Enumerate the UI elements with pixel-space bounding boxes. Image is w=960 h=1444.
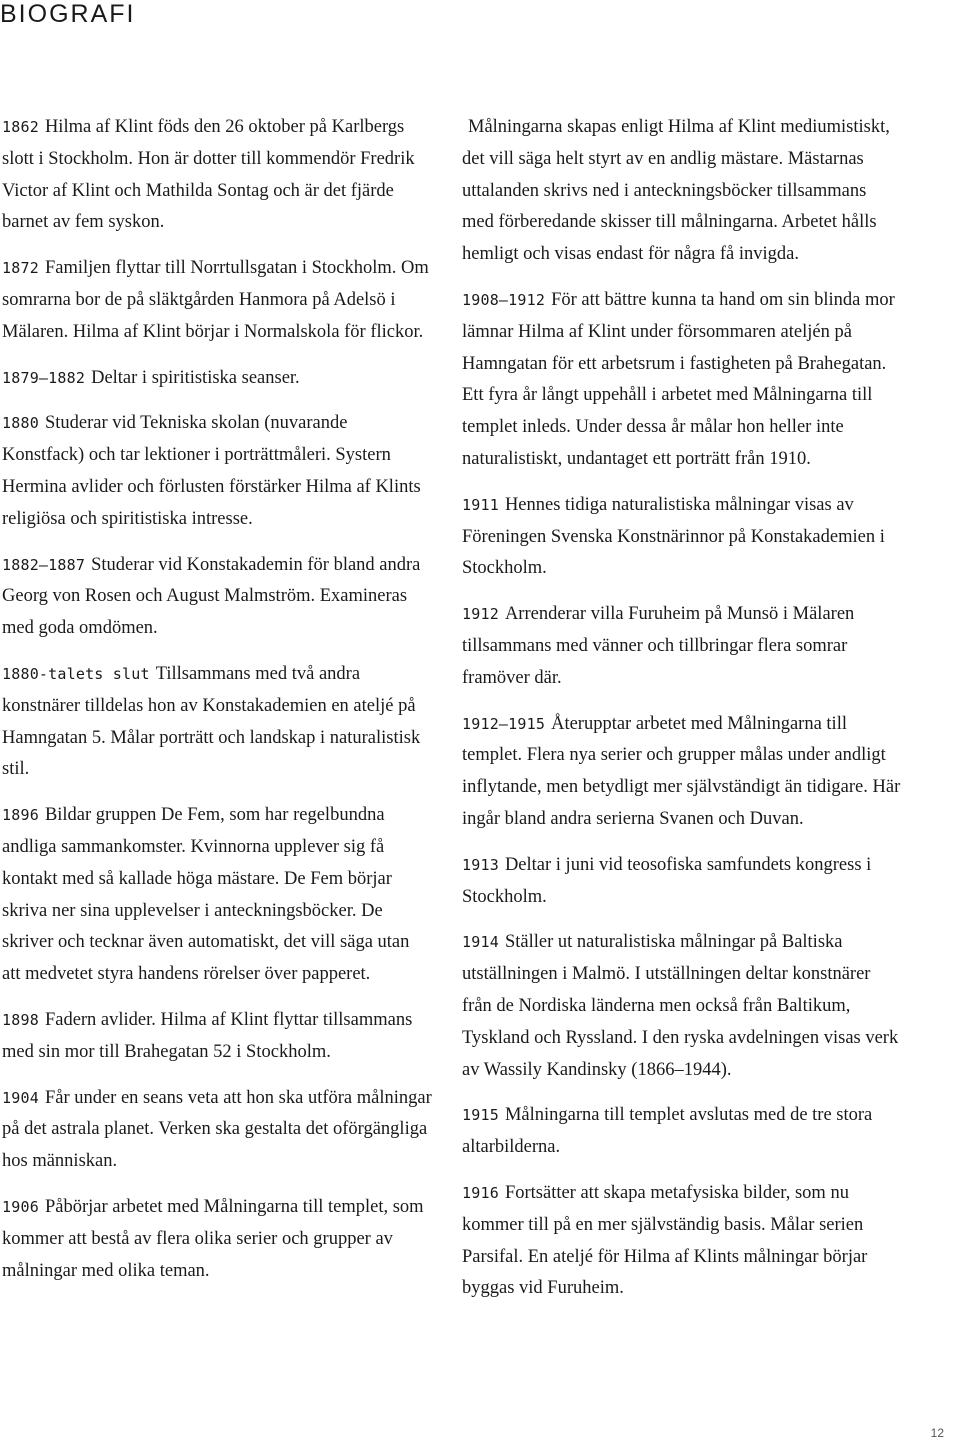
- page-number: 12: [930, 1426, 944, 1440]
- entry-year: 1911: [462, 495, 499, 514]
- entry-year: 1880-talets slut: [2, 664, 150, 683]
- timeline-entry: [2, 550, 432, 645]
- entry-year: 1912: [462, 605, 499, 624]
- entry-year: 1879–1882: [2, 368, 86, 387]
- timeline-entry: [2, 1192, 432, 1287]
- timeline-entry: [462, 927, 902, 1086]
- page-title: BIOGRAFI: [0, 0, 136, 28]
- entry-text: Deltar i spiritistiska seanser.: [91, 367, 300, 388]
- timeline-entry: [2, 408, 432, 535]
- entry-year: 1915: [462, 1106, 499, 1125]
- timeline-entry: [2, 253, 432, 348]
- timeline-entry: [462, 112, 902, 271]
- timeline-entry: [2, 363, 432, 395]
- right-column: [462, 112, 902, 1319]
- entry-year: 1880: [2, 414, 39, 433]
- entry-text: Fortsätter att skapa metafysiska bilder, som nu kommer till på en mer självständig basis. Målar serien Parsifal. En ateljé för Hilma af Klints målningar börjar byggas vid Furuheim.: [462, 1182, 868, 1299]
- entry-year: 1908–1912: [462, 290, 546, 309]
- timeline-entry: [462, 599, 902, 694]
- entry-text: För att bättre kunna ta hand om sin blinda mor lämnar Hilma af Klint under försommaren ateljén på Hamngatan för ett arbetsrum i fastigheten på Brahegatan. Ett fyra år långt uppehåll i arbetet med Målningarna till templet inleds. Under dessa år målar hon heller inte naturalistiskt, undantaget ett porträtt från 1910.: [462, 289, 895, 469]
- entry-text: Fadern avlider. Hilma af Klint flyttar tillsammans med sin mor till Brahegatan 52 i Stockholm.: [2, 1009, 413, 1062]
- left-column: [2, 112, 432, 1301]
- entry-year: 1872: [2, 259, 39, 278]
- entry-year: 1896: [2, 806, 39, 825]
- entry-year: 1904: [2, 1088, 39, 1107]
- entry-text: Familjen flyttar till Norrtullsgatan i Stockholm. Om somrarna bor de på släktgården Hanmora på Adelsö i Mälaren. Hilma af Klint börjar i Normalskola för flickor.: [2, 258, 429, 342]
- timeline-entry: [462, 709, 902, 836]
- entry-year: 1913: [462, 855, 499, 874]
- entry-text: Målningarna till templet avslutas med de tre stora altarbilderna.: [462, 1105, 873, 1158]
- timeline-entry: [462, 490, 902, 585]
- entry-year: 1914: [462, 933, 499, 952]
- entry-text: Ställer ut naturalistiska målningar på Baltiska utställningen i Malmö. I utställningen deltar konstnärer från de Nordiska länderna men också från Baltikum, Tyskland och Ryssland. I den ryska avdelningen visas verk av Wassily Kandinsky (1866–1944).: [462, 932, 899, 1080]
- entry-text: Målningarna skapas enligt Hilma af Klint mediumistiskt, det vill säga helt styrt av en andlig mästare. Mästarnas uttalanden skrivs ned i anteckningsböcker tillsammans med förberedande skisser till målningarna. Arbetet hålls hemligt och visas endast för några få invigda.: [462, 117, 890, 265]
- entry-year: 1906: [2, 1197, 39, 1216]
- entry-text: Arrenderar villa Furuheim på Munsö i Mälaren tillsammans med vänner och tillbringar flera somrar framöver där.: [462, 604, 855, 688]
- entry-text: Bildar gruppen De Fem, som har regelbundna andliga sammankomster. Kvinnorna upplever sig få kontakt med så kallade höga mästare. De Fem börjar skriva ner sina upplevelser i anteckningsböcker. De skriver och tecknar även automatiskt, det vill säga utan att medvetet styra handens rörelser över papperet.: [2, 805, 410, 985]
- entry-text: Hennes tidiga naturalistiska målningar visas av Föreningen Svenska Konstnärinnor på Konstakademien i Stockholm.: [462, 494, 885, 579]
- entry-text: Återupptar arbetet med Målningarna till templet. Flera nya serier och grupper målas under andligt inflytande, men betydligt mer självständigt än tidigare. Här ingår bland andra serierna Svanen och Duvan.: [462, 713, 901, 829]
- entry-text: Studerar vid Tekniska skolan (nuvarande Konstfack) och tar lektioner i porträttmåleri. Systern Hermina avlider och förlusten förstärker Hilma af Klints religiösa och spiritistiska intresse.: [2, 413, 421, 529]
- timeline-entry: [2, 800, 432, 991]
- timeline-entry: [462, 1100, 902, 1164]
- entry-text: Studerar vid Konstakademin för bland andra Georg von Rosen och August Malmström. Examineras med goda omdömen.: [2, 554, 421, 639]
- timeline-entry: [2, 659, 432, 786]
- entry-year: 1912–1915: [462, 714, 546, 733]
- timeline-entry: [462, 285, 902, 476]
- timeline-entry: [462, 1178, 902, 1305]
- entry-text: Påbörjar arbetet med Målningarna till templet, som kommer att bestå av flera olika serier och grupper av målningar med olika teman.: [2, 1196, 424, 1281]
- entry-text: Får under en seans veta att hon ska utföra målningar på det astrala planet. Verken ska gestalta det oförgängliga hos människan.: [2, 1087, 432, 1172]
- timeline-entry: [462, 850, 902, 914]
- timeline-entry: [2, 1083, 432, 1178]
- entry-text: Deltar i juni vid teosofiska samfundets kongress i Stockholm.: [462, 854, 872, 907]
- entry-text: Hilma af Klint föds den 26 oktober på Karlbergs slott i Stockholm. Hon är dotter till kommendör Fredrik Victor af Klint och Mathilda Sontag och är det fjärde barnet av fem syskon.: [2, 117, 415, 233]
- entry-year: 1916: [462, 1183, 499, 1202]
- entry-text: Tillsammans med två andra konstnärer tilldelas hon av Konstakademien en ateljé på Hamngatan 5. Målar porträtt och landskap i naturalistisk stil.: [2, 663, 421, 780]
- entry-year: 1898: [2, 1010, 39, 1029]
- entry-year: 1862: [2, 118, 39, 136]
- timeline-entry: [2, 112, 432, 239]
- entry-year: 1882–1887: [2, 555, 86, 574]
- timeline-entry: [2, 1005, 432, 1069]
